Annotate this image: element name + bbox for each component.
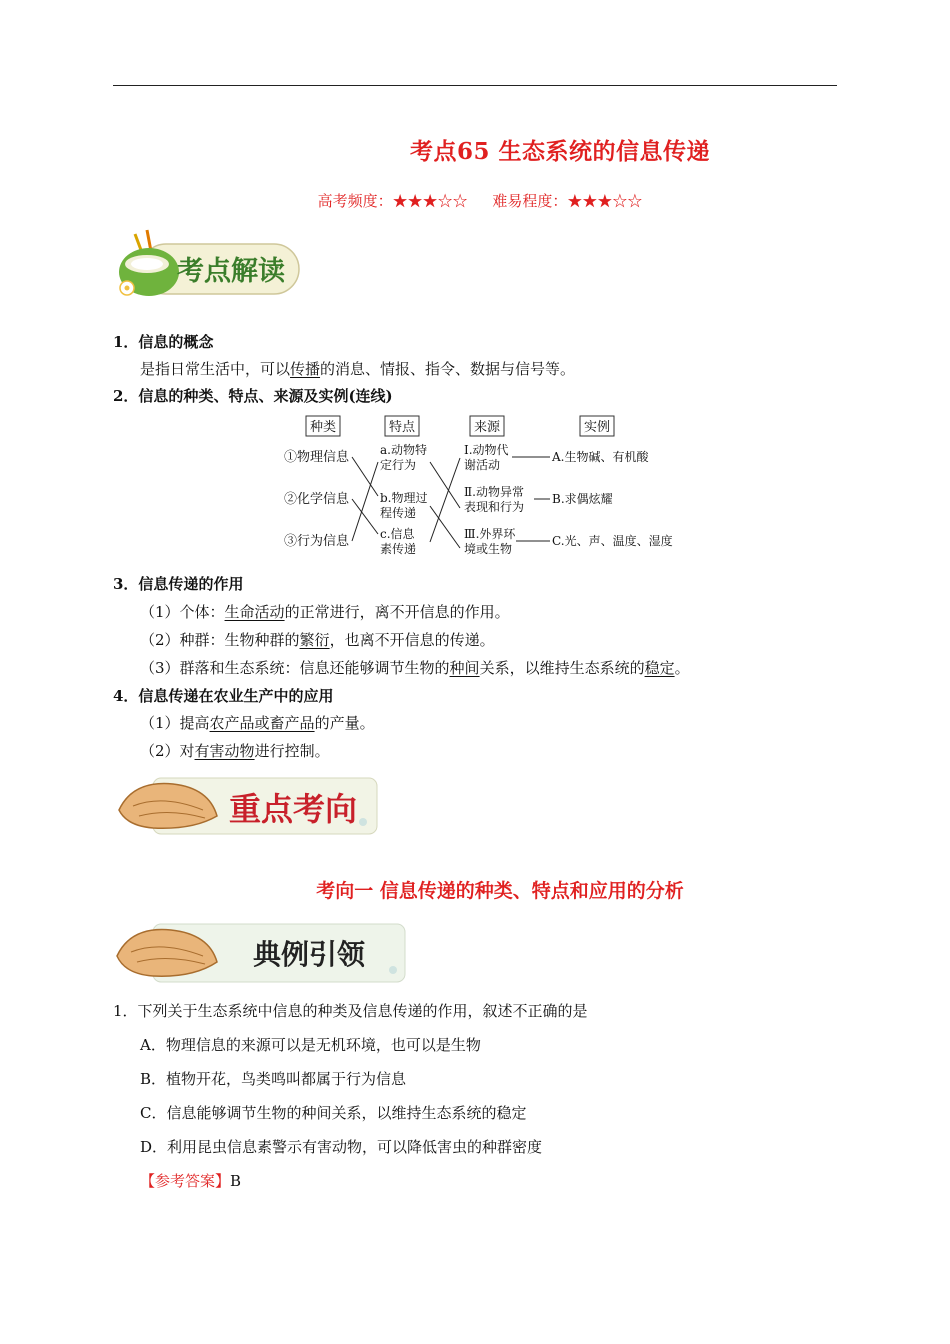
rating-line [240, 190, 720, 211]
question-stem: 1．下列关于生态系统中信息的种类及信息传递的作用，叙述不正确的是 [113, 1002, 588, 1020]
type-item: ①物理信息 [284, 450, 350, 465]
section1-heading: 1．信息的概念 [113, 333, 214, 351]
col-header-example: 实例 [583, 420, 611, 435]
feature-item: 定行为 [380, 458, 417, 472]
section4-heading: 4．信息传递在农业生产中的应用 [113, 687, 334, 705]
section3-line1: （1）个体：生命活动的正常进行，离不开信息的作用。 [140, 603, 510, 621]
banner-dianli-yinling [113, 918, 409, 988]
col-header-type: 种类 [309, 420, 337, 435]
section3-heading: 3．信息传递的作用 [113, 575, 244, 593]
example-item: C.光、声、温度、湿度 [552, 534, 673, 548]
coconut-icon [113, 226, 303, 302]
section1-text: 是指日常生活中，可以传播的消息、情报、指令、数据与信号等。 [140, 360, 576, 378]
source-item: 表现和行为 [464, 500, 525, 514]
option-c: C．信息能够调节生物的种间关系，以维持生态系统的稳定 [140, 1104, 527, 1122]
example-item: A.生物碱、有机酸 [552, 450, 649, 464]
section2-heading: 2．信息的种类、特点、来源及实例(连线) [113, 387, 393, 405]
answer-line [140, 1170, 241, 1191]
banner-jiedu-label: 考点解读 [177, 256, 285, 287]
conch-shell-icon [113, 918, 409, 988]
kaoxiang-title: 考向一 信息传递的种类、特点和应用的分析 [316, 880, 684, 902]
difficulty-rating: 难易程度：★★★☆☆ [492, 192, 643, 210]
matching-diagram [280, 410, 680, 570]
source-item: Ⅰ.动物代 [464, 443, 509, 457]
section3-line2: （2）种群：生物种群的繁衍，也离不开信息的传递。 [140, 631, 495, 649]
col-header-feature: 特点 [388, 420, 416, 435]
section4-line1: （1）提高农产品或畜产品的产量。 [140, 714, 375, 732]
type-item: ③行为信息 [284, 534, 350, 549]
source-item: Ⅲ.外界环 [464, 527, 516, 541]
feature-item: 素传递 [380, 542, 417, 556]
source-item: 境或生物 [464, 542, 513, 556]
feature-item: b.物理过 [380, 491, 428, 505]
section3-line3: （3）群落和生态系统：信息还能够调节生物的种间关系，以维持生态系统的稳定。 [140, 659, 690, 677]
option-a: A．物理信息的来源可以是无机环境，也可以是生物 [140, 1036, 481, 1054]
source-item: 谢活动 [464, 458, 501, 472]
section4-line2: （2）对有害动物进行控制。 [140, 742, 330, 760]
feature-item: c.信息 [380, 527, 415, 541]
col-header-source: 来源 [473, 420, 501, 435]
banner-kaoxiang-label: 重点考向 [228, 790, 358, 828]
source-item: Ⅱ.动物异常 [464, 485, 524, 499]
conch-shell-icon [113, 770, 381, 840]
banner-zhongdian-kaoxiang [113, 770, 381, 840]
answer-label: 【参考答案】 [140, 1172, 231, 1190]
feature-item: a.动物特 [380, 443, 427, 457]
example-item: B.求偶炫耀 [552, 492, 613, 506]
header-rule [113, 85, 837, 86]
page-title: 考点65 生态系统的信息传递 [409, 138, 710, 165]
frequency-rating: 高考频度：★★★☆☆ [317, 192, 468, 210]
banner-kaodian-jiedu [113, 226, 303, 302]
banner-dianli-label: 典例引领 [252, 938, 366, 971]
option-d: D．利用昆虫信息素警示有害动物，可以降低害虫的种群密度 [140, 1138, 543, 1156]
answer-value: B [230, 1172, 242, 1190]
feature-item: 程传递 [380, 506, 417, 520]
type-item: ②化学信息 [284, 492, 350, 507]
option-b: B．植物开花，鸟类鸣叫都属于行为信息 [140, 1070, 407, 1088]
